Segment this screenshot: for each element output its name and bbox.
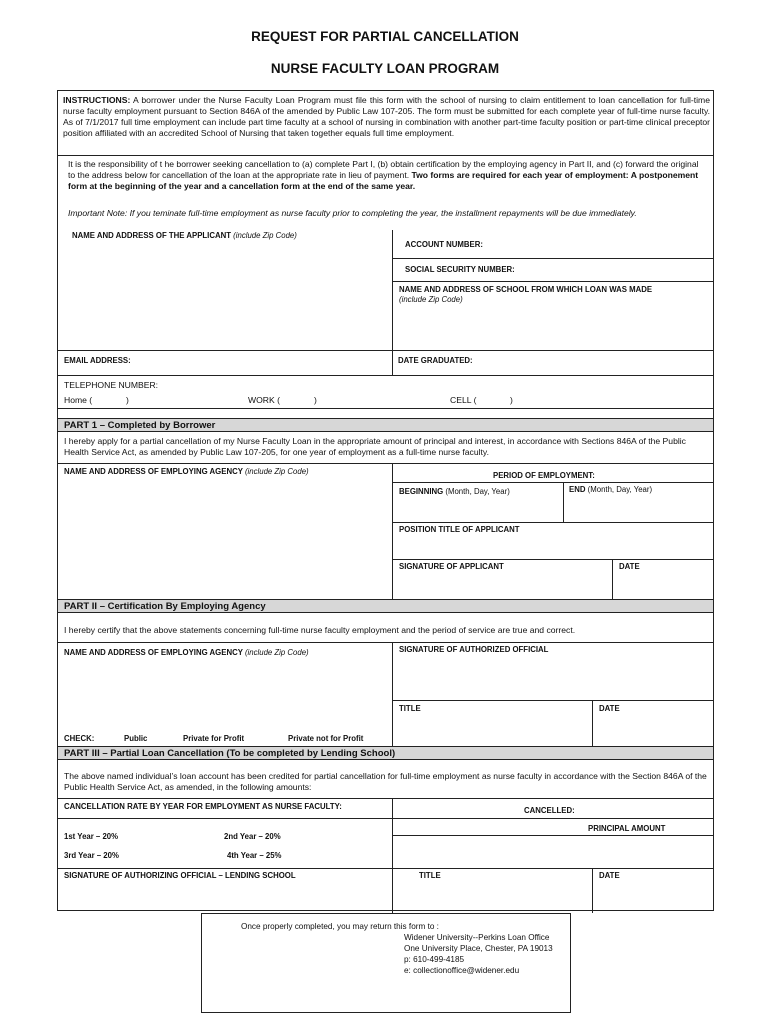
part1-statement: I hereby apply for a partial cancellation of my Nurse Faculty Loan in the appropriate amount of principal and interest, in accordance with Sections 846A of the Public Health Service Act, as amended by Public Law 107-205, for one year of employment as a full-time nurse faculty. bbox=[64, 436, 686, 457]
email-label: EMAIL ADDRESS: bbox=[64, 356, 131, 365]
rate-year-3: 3rd Year – 20% bbox=[64, 851, 119, 860]
date-graduated-label: DATE GRADUATED: bbox=[398, 356, 473, 365]
part3-statement: The above named individual’s loan account has been credited for partial cancellation for full-time employment as nurse faculty in accordance with the Section 846A of the Public Health Service Act, as amended, in the following amounts: bbox=[64, 771, 707, 792]
work-phone-label: WORK ( bbox=[248, 395, 280, 405]
ssn-label: SOCIAL SECURITY NUMBER: bbox=[405, 265, 515, 274]
part2-agency-label: NAME AND ADDRESS OF EMPLOYING AGENCY (include Zip Code) bbox=[64, 648, 309, 657]
official-title-label: TITLE bbox=[399, 704, 421, 713]
rate-year-2: 2nd Year – 20% bbox=[224, 832, 281, 841]
return-intro: Once properly completed, you may return this form to : bbox=[241, 922, 439, 931]
principal-amount-label: PRINCIPAL AMOUNT bbox=[588, 824, 666, 833]
return-line-2: One University Place, Chester, PA 19013 bbox=[404, 944, 553, 953]
instructions-text: A borrower under the Nurse Faculty Loan Program must file this form with the school of nursing to claim entitlement to loan cancellation for full-time nurse faculty employment pursuant to Section 846A of the amended by Public Law 107-205. The form must be submitted for each complete year of full-time nurse faculty. As of 7/1/2017 full time employment can include part time faculty at a school of nursing in combination with another part-time faculty position or part-time clinical preceptor position affiliated with an accredited School of Nursing that taken together equals full time employment. bbox=[63, 95, 710, 138]
cancellation-rate-label: CANCELLATION RATE BY YEAR FOR EMPLOYMENT AS NURSE FACULTY: bbox=[64, 802, 342, 811]
cell-phone-label: CELL ( bbox=[450, 395, 477, 405]
important-note: Important Note: If you teminate full-time employment as nurse faculty prior to completing the year, the installment repayments will be due immediately. bbox=[68, 208, 637, 218]
check-option-public[interactable]: Public bbox=[124, 734, 148, 743]
part1-agency-label: NAME AND ADDRESS OF EMPLOYING AGENCY (include Zip Code) bbox=[64, 467, 309, 476]
school-label: NAME AND ADDRESS OF SCHOOL FROM WHICH LOAN WAS MADE bbox=[399, 285, 653, 294]
school-hint: (include Zip Code) bbox=[399, 295, 463, 304]
telephone-label: TELEPHONE NUMBER: bbox=[64, 380, 159, 390]
check-label: CHECK: bbox=[64, 734, 95, 743]
end-label: END (Month, Day, Year) bbox=[569, 485, 653, 494]
period-label: PERIOD OF EMPLOYMENT: bbox=[493, 471, 595, 480]
part3-heading: PART III – Partial Loan Cancellation (To be completed by Lending School) bbox=[58, 746, 713, 760]
applicant-name-label: NAME AND ADDRESS OF THE APPLICANT (include Zip Code) bbox=[72, 231, 297, 240]
beginning-label: BEGINNING (Month, Day, Year) bbox=[399, 487, 510, 496]
official-signature-label: SIGNATURE OF AUTHORIZED OFFICIAL bbox=[399, 645, 549, 654]
responsibility-bold: Two forms are required for each year of employment: A postponement form at the beginning of the year and a cancellation form at the end of the same year. bbox=[68, 170, 699, 191]
rate-year-1: 1st Year – 20% bbox=[64, 832, 119, 841]
instructions-label: INSTRUCTIONS: bbox=[63, 95, 131, 105]
instructions-block bbox=[63, 95, 710, 139]
official-date-label: DATE bbox=[599, 704, 620, 713]
lending-date-label: DATE bbox=[599, 871, 620, 880]
account-number-label: ACCOUNT NUMBER: bbox=[405, 240, 483, 249]
rate-year-4: 4th Year – 25% bbox=[227, 851, 282, 860]
lending-signature-label: SIGNATURE OF AUTHORIZING OFFICIAL – LENDING SCHOOL bbox=[64, 871, 296, 880]
applicant-signature-label: SIGNATURE OF APPLICANT bbox=[399, 562, 504, 571]
home-phone-label: Home ( bbox=[64, 395, 93, 405]
check-option-private-profit[interactable]: Private for Profit bbox=[183, 734, 245, 743]
applicant-date-label: DATE bbox=[619, 562, 640, 571]
cancelled-label: CANCELLED: bbox=[524, 806, 575, 815]
form-title: REQUEST FOR PARTIAL CANCELLATION bbox=[251, 29, 519, 44]
return-phone: p: 610-499-4185 bbox=[404, 955, 465, 964]
check-option-private-nonprofit[interactable]: Private not for Profit bbox=[288, 734, 364, 743]
position-title-label: POSITION TITLE OF APPLICANT bbox=[399, 525, 520, 534]
return-email[interactable]: e: collectionoffice@widener.edu bbox=[404, 966, 520, 975]
lending-title-label: TITLE bbox=[419, 871, 441, 880]
return-line-1: Widener University--Perkins Loan Office bbox=[404, 933, 550, 942]
part2-statement: I hereby certify that the above statements concerning full-time nurse faculty employment and the period of service are true and correct. bbox=[64, 625, 576, 635]
responsibility-text: It is the responsibility of t he borrower seeking cancellation to (a) complete Part I, (b) obtain certification by the employing agency in Part II, and (c) forward the original to the address below for cancellation of the loan at the appropriate rate in lieu of payment. bbox=[68, 159, 699, 180]
form-subtitle: NURSE FACULTY LOAN PROGRAM bbox=[270, 61, 500, 76]
part2-heading: PART II – Certification By Employing Agency bbox=[58, 599, 713, 613]
responsibility-block bbox=[68, 159, 708, 192]
part1-heading: PART 1 – Completed by Borrower bbox=[58, 418, 713, 432]
